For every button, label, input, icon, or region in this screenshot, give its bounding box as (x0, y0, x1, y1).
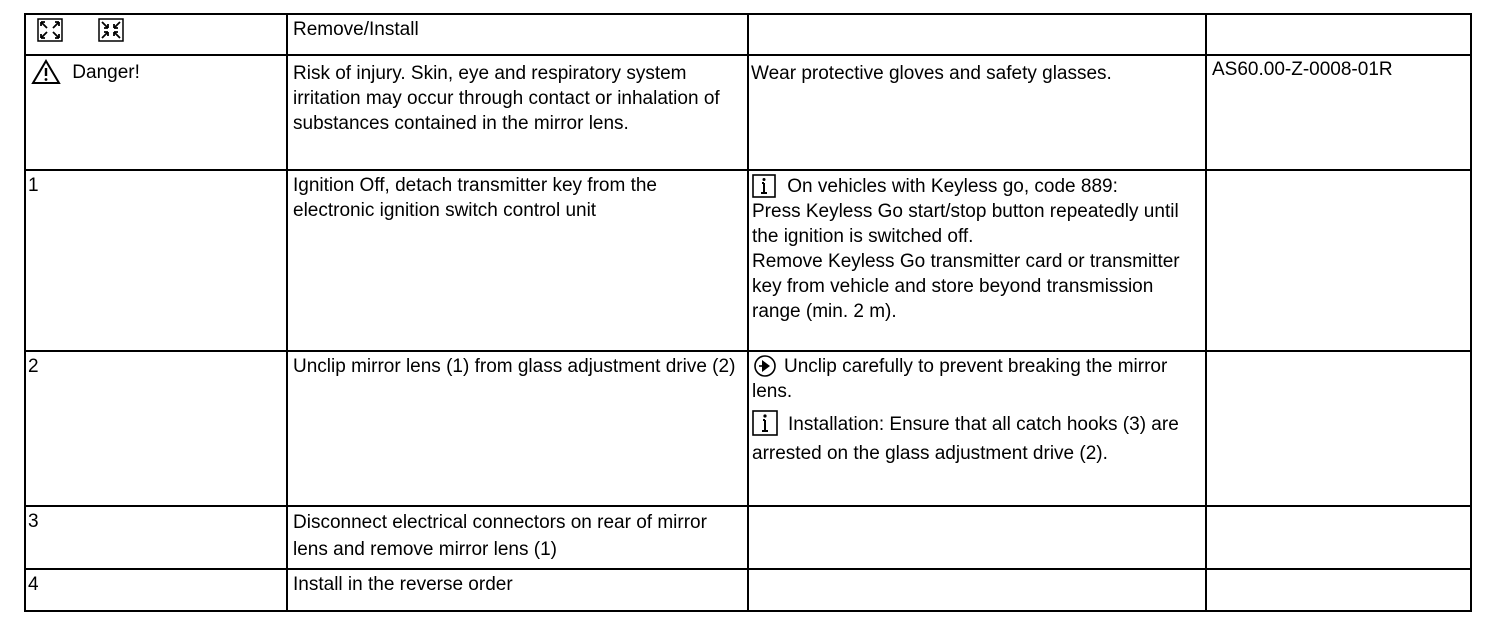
info-note-text: Installation: Ensure that all catch hooks (3) are arrested on the glass adjustment drive (2). (752, 414, 1179, 464)
step-empty-cell (748, 569, 1206, 611)
step-text: Disconnect electrical connectors on rear of mirror lens and remove mirror lens (1) (287, 506, 748, 569)
danger-label-cell (25, 55, 287, 170)
caution-icon (752, 354, 778, 378)
procedure-table (24, 13, 1472, 612)
step-text: Ignition Off, detach transmitter key from the electronic ignition switch control unit (287, 170, 748, 351)
table-row (25, 170, 1471, 351)
info-note-text: Remove Keyless Go transmitter card or transmitter key from vehicle and store beyond transmission range (min. 2 m). (752, 251, 1180, 322)
step-number: 1 (25, 170, 287, 351)
header-row (25, 14, 1471, 55)
table-row (25, 351, 1471, 506)
step-empty-cell (1206, 170, 1471, 351)
step-empty-cell (748, 506, 1206, 569)
step-empty-cell (1206, 351, 1471, 506)
caution-text: Unclip carefully to prevent breaking the mirror lens. (752, 356, 1168, 402)
header-label: Remove/Install (287, 14, 748, 55)
danger-reference: AS60.00-Z-0008-01R (1206, 55, 1471, 170)
danger-row (25, 55, 1471, 170)
info-icon (752, 410, 778, 436)
info-note (752, 410, 1201, 468)
step-text: Install in the reverse order (287, 569, 748, 611)
danger-measure: Wear protective gloves and safety glasses. (748, 55, 1206, 170)
info-icon (752, 174, 776, 198)
info-note-lead: On vehicles with Keyless go, code 889: (787, 176, 1118, 197)
table-row (25, 569, 1471, 611)
danger-risk: Risk of injury. Skin, eye and respiratory system irritation may occur through contact or inhalation of substances contained in the mirror lens. (287, 55, 748, 170)
info-note-text: Press Keyless Go start/stop button repeatedly until the ignition is switched off. (752, 201, 1179, 247)
remove-icon (37, 18, 63, 42)
caution-note (752, 354, 1201, 404)
step-number: 4 (25, 569, 287, 611)
header-icons-cell (25, 14, 287, 55)
danger-label: Danger! (72, 62, 140, 83)
step-notes (748, 351, 1206, 506)
step-notes (748, 170, 1206, 351)
step-text: Unclip mirror lens (1) from glass adjustment drive (2) (287, 351, 748, 506)
table-row (25, 506, 1471, 569)
step-empty-cell (1206, 569, 1471, 611)
warning-triangle-icon (31, 59, 61, 85)
step-number: 3 (25, 506, 287, 569)
step-number: 2 (25, 351, 287, 506)
info-note (752, 174, 1201, 199)
step-empty-cell (1206, 506, 1471, 569)
header-empty-cell (1206, 14, 1471, 55)
header-empty-cell (748, 14, 1206, 55)
install-icon (98, 18, 124, 42)
